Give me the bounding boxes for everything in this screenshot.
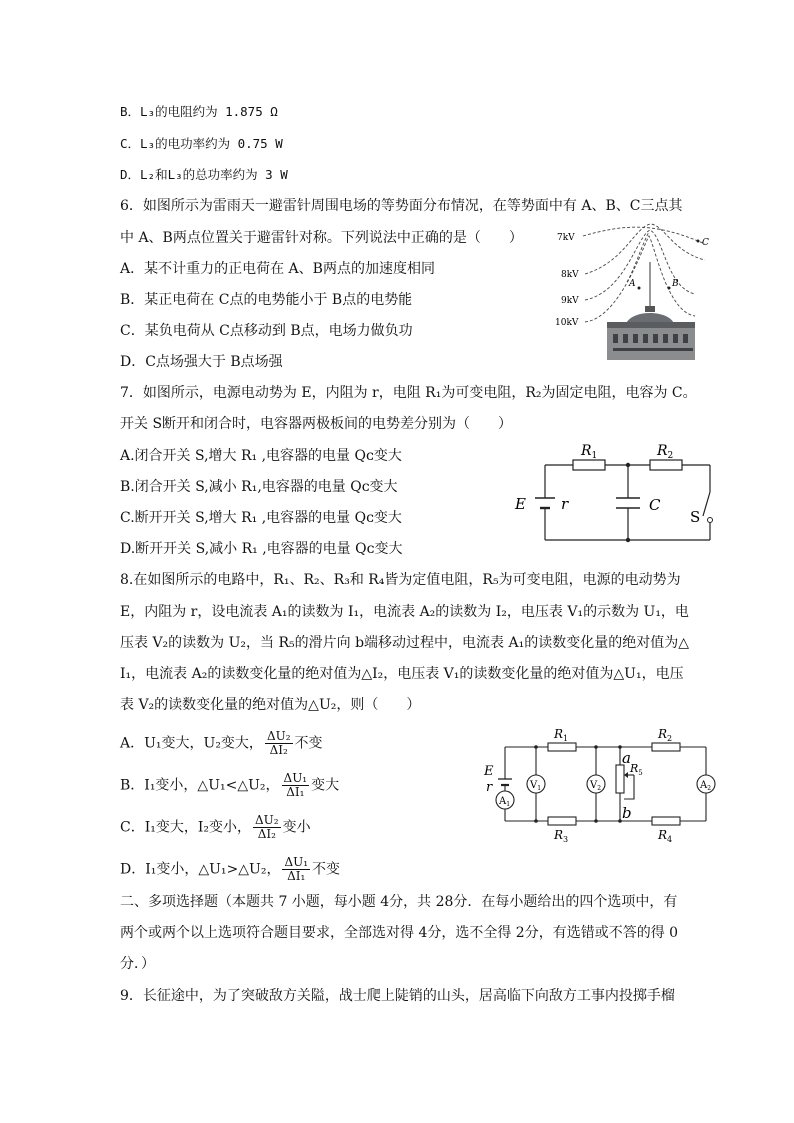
terminal-b-label: b: [622, 804, 632, 822]
capacitor-label: C: [649, 496, 661, 514]
label-7kv: 7kV: [557, 233, 575, 243]
q8-circuit-figure: [480, 725, 720, 845]
fraction-du2-di2: $\frac{\text{ΔU₂}}{\text{ΔI₂}}$: [255, 813, 279, 841]
equipotential-9kv: [585, 230, 695, 300]
resistor-r1: [548, 743, 576, 751]
q6-option-c: C．某负电荷从 C点移动到 B点，电场力做负功: [120, 323, 413, 339]
q9-stem-line1: 9．长征途中，为了突破敌方关隘，战士爬上陡销的山头，居高临下向敌方工事内投掷手榴: [120, 988, 675, 1004]
terminal-a-label: a: [622, 749, 631, 767]
point-b-label: B: [672, 279, 679, 289]
q7-option-c: C.断开开关 S,增大 R₁ ,电容器的电量 Qᴄ变大: [120, 510, 402, 526]
resistor-r3: [548, 817, 576, 825]
v2-label: $V_2$: [590, 780, 602, 792]
q5-option-d: D．L₂和L₃的总功率约为 3 W: [120, 167, 288, 182]
q6-stem-line2: 中 A、B两点位置关于避雷针对称。下列说法中正确的是（ ）: [120, 230, 523, 246]
r2-label: $R_2$: [658, 727, 673, 743]
q8-stem-line5: 表 V₂的读数变化量的绝对值为△U₂，则（ ）: [120, 697, 421, 713]
q7-stem-line2: 开关 S断开和闭合时，电容器两极板间的电势差分别为（ ）: [120, 416, 513, 432]
switch-s: [703, 492, 710, 516]
fraction-du2-di2: $\frac{\text{ΔU₂}}{\text{ΔI₂}}$: [266, 729, 291, 757]
r2-label: $R_2$: [657, 443, 674, 461]
section2-heading-line1: 二、多项选择题（本题共 7 小题，每小题 4分，共 28分．在每小题给出的四个选项中，有: [120, 894, 678, 910]
q6-stem-line1: 6．如图所示为雷雨天一避雷针周围电场的等势面分布情况，在等势面中有 A、B、C三点其: [120, 198, 683, 214]
q5-option-b: B．L₃的电阻约为 1.875 Ω: [120, 104, 278, 119]
q7-option-b: B.闭合开关 S,减小 R₁,电容器的电量 Qᴄ变大: [120, 479, 398, 495]
r1-label: $R_1$: [581, 443, 598, 461]
q7-circuit-figure: [505, 440, 725, 550]
emf-label: E: [515, 495, 526, 513]
q7-option-a: A.闭合开关 S,增大 R₁ ,电容器的电量 Qᴄ变大: [120, 448, 402, 464]
fraction-du1-di1: $\frac{\text{ΔU₁}}{\text{ΔI₁}}$: [284, 855, 309, 883]
point-c-label: C: [702, 238, 709, 248]
q8-stem-line3: 压表 V₂的读数为 U₂，当 R₅的滑片向 b端移动过程中，电流表 A₁的读数变化量的绝对值为△: [120, 635, 689, 651]
r4-label: $R_4$: [658, 828, 673, 844]
q5-option-c: C．L₃的电功率约为 0.75 W: [120, 136, 283, 151]
r5-label: $R_5$: [630, 762, 643, 777]
resistor-r2: [650, 460, 682, 470]
resistor-r2: [652, 743, 680, 751]
q8-option-a: A．U₁变大，U₂变大， $\frac{\text{ΔU₂}}{\text{ΔI₂}}$ 不变: [120, 729, 323, 757]
q7-stem-line1: 7．如图所示，电源电动势为 E，内阻为 r，电阻 R₁为可变电阻，R₂为固定电阻，电容为 C。: [120, 385, 697, 401]
q8-stem-line2: E，内阻为 r，设电流表 A₁的读数为 I₁，电流表 A₂的读数为 I₂，电压表 V₁的示数为 U₁，电: [120, 604, 689, 620]
q7-option-d: D.断开开关 S,减小 R₁ ,电容器的电量 Qᴄ变大: [120, 541, 403, 557]
label-10kv: 10kV: [555, 318, 579, 328]
equipotential-8kv: [585, 224, 705, 274]
q8-stem-line4: I₁，电流表 A₂的读数变化量的绝对值为△I₂，电压表 V₁的读数变化量的绝对值为△U₁，电压: [120, 666, 684, 682]
emf-label: E: [484, 764, 494, 779]
q8-option-c: C．I₁变大，I₂变小， $\frac{\text{ΔU₂}}{\text{ΔI₂}}$ 变小: [120, 813, 311, 841]
v1-label: $V_1$: [530, 780, 542, 792]
r5-slider-wire: [624, 775, 634, 799]
q6-option-a: A．某不计重力的正电荷在 A、B两点的加速度相同: [120, 261, 435, 277]
label-9kv: 9kV: [561, 296, 579, 306]
internal-resistance-label: r: [486, 780, 493, 795]
section2-heading-line2: 两个或两个以上选项符合题目要求，全部选对得 4分，选不全得 2分，有选错或不答的得 0: [120, 925, 679, 941]
a1-label: $A_1$: [499, 796, 511, 808]
section2-heading-line3: 分．）: [120, 956, 155, 972]
q6-option-d: D．C点场强大于 B点场强: [120, 354, 283, 370]
q6-equipotential-figure: [555, 222, 720, 362]
q6-option-b: B．某正电荷在 C点的电势能小于 B点的电势能: [120, 292, 413, 308]
fraction-du1-di1: $\frac{\text{ΔU₁}}{\text{ΔI₁}}$: [283, 771, 308, 799]
switch-label: S: [690, 508, 701, 526]
q8-option-d: D．I₁变小，△U₁>△U₂， $\frac{\text{ΔU₁}}{\text{ΔI₁}}$ 不变: [120, 855, 341, 883]
label-8kv: 8kV: [561, 270, 579, 280]
resistor-r5: [616, 765, 624, 793]
r1-label: $R_1$: [554, 727, 569, 743]
q8-option-b: B．I₁变小，△U₁<△U₂， $\frac{\text{ΔU₁}}{\text{ΔI₁}}$ 变大: [120, 771, 340, 799]
building-image: [607, 262, 695, 360]
resistor-r1: [573, 460, 605, 470]
internal-resistance-label: r: [561, 495, 569, 513]
r3-label: $R_3$: [554, 828, 569, 844]
point-a-label: A: [629, 279, 636, 289]
resistor-r4: [652, 817, 680, 825]
q8-stem-line1: 8.在如图所示的电路中，R₁、R₂、R₃和 R₄皆为定值电阻，R₅为可变电阻，电源的电动势为: [120, 572, 681, 588]
a2-label: $A_2$: [700, 780, 712, 792]
